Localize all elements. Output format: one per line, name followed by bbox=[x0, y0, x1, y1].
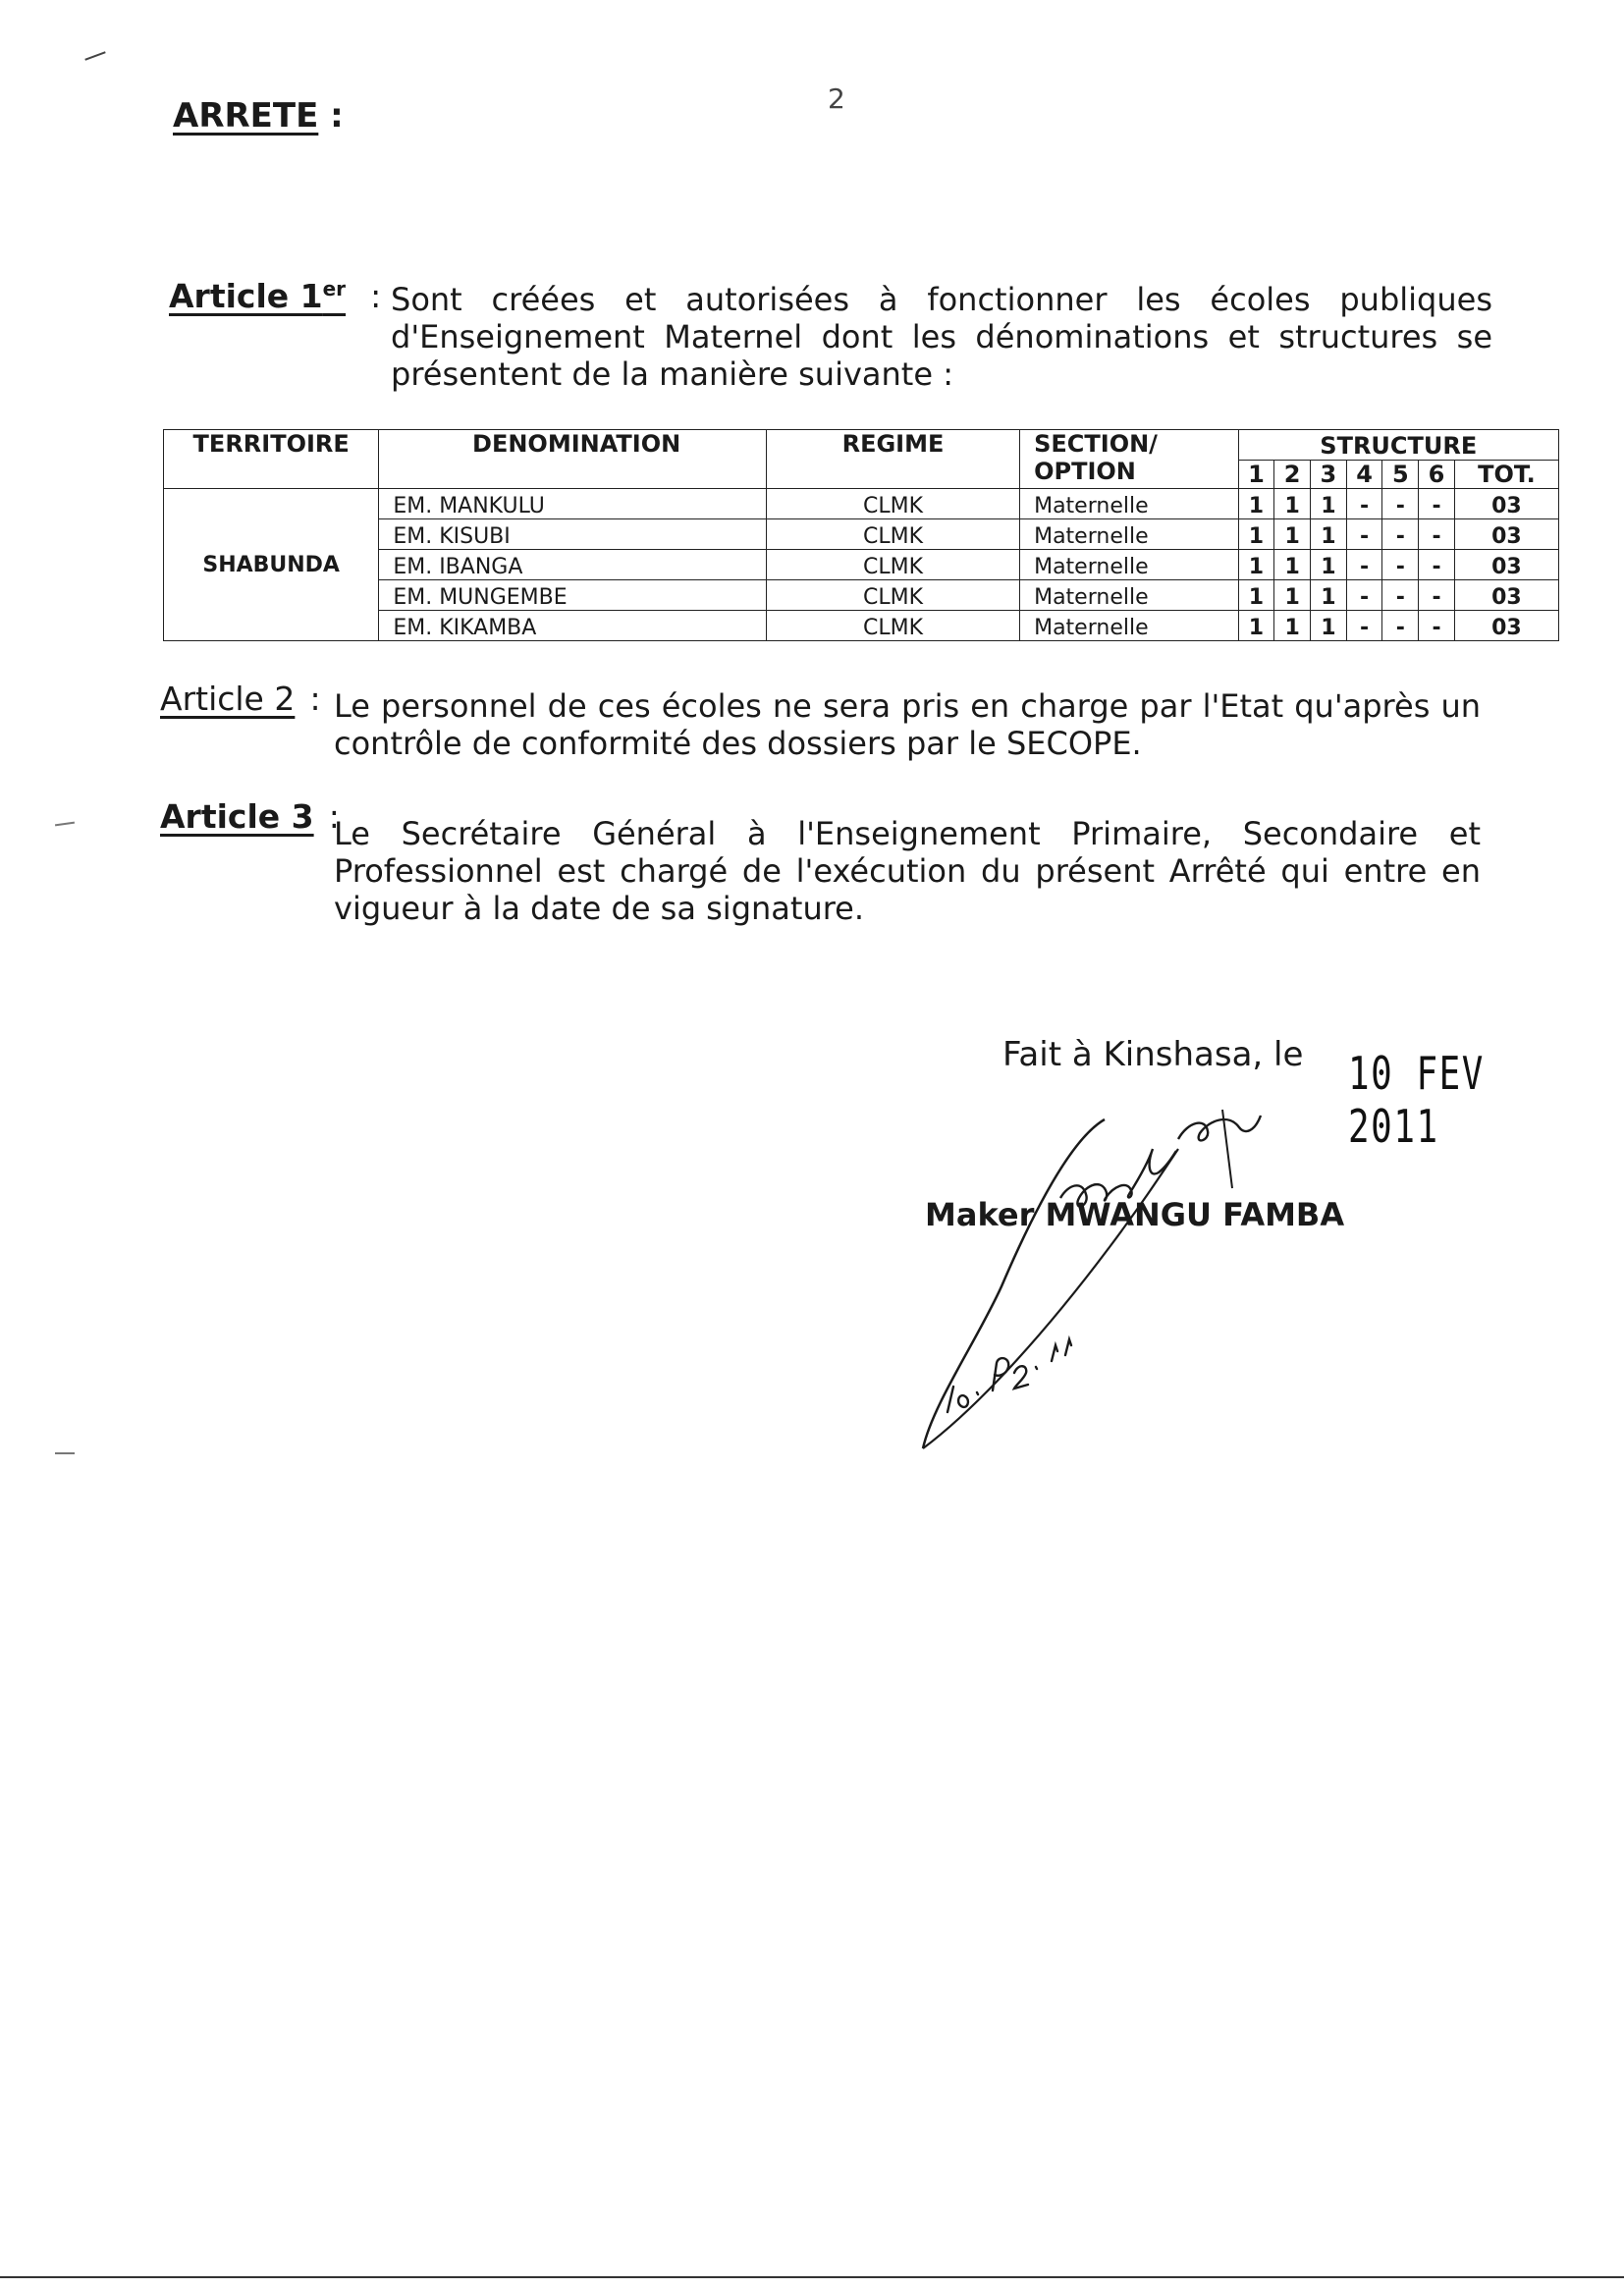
article-1-text: Sont créées et autorisées à fonctionner les écoles publiques d'Enseignement Maternel dont les dénominations et structures se présentent de la manière suivante : bbox=[391, 281, 1492, 393]
header-regime: REGIME bbox=[766, 430, 1019, 489]
level-cell: - bbox=[1419, 550, 1455, 580]
denomination-cell: EM. IBANGA bbox=[379, 550, 767, 580]
level-cell: 1 bbox=[1311, 611, 1347, 641]
article-1-label-wrap bbox=[169, 277, 381, 315]
article-3-label: Article 3 bbox=[160, 797, 314, 836]
header-level-4: 4 bbox=[1346, 461, 1382, 489]
denomination-cell: EM. MUNGEMBE bbox=[379, 580, 767, 611]
article-2-label-wrap bbox=[160, 680, 321, 718]
total-cell: 03 bbox=[1454, 611, 1558, 641]
level-cell: - bbox=[1382, 580, 1419, 611]
heading-text: ARRETE bbox=[173, 96, 319, 136]
header-level-2: 2 bbox=[1274, 461, 1311, 489]
section-cell: Maternelle bbox=[1020, 489, 1238, 519]
level-cell: 1 bbox=[1311, 550, 1347, 580]
regime-cell: CLMK bbox=[766, 519, 1019, 550]
denomination-cell: EM. KIKAMBA bbox=[379, 611, 767, 641]
date-stamp: 10 FEV 2011 bbox=[1348, 1047, 1485, 1153]
page-heading bbox=[173, 96, 344, 136]
level-cell: 1 bbox=[1238, 580, 1274, 611]
level-cell: 1 bbox=[1311, 489, 1347, 519]
header-denomination: DENOMINATION bbox=[379, 430, 767, 489]
level-cell: 1 bbox=[1274, 519, 1311, 550]
article-2-text: Le personnel de ces écoles ne sera pris en charge par l'Etat qu'après un contrôle de conformité des dossiers par le SECOPE. bbox=[334, 687, 1481, 762]
level-cell: - bbox=[1419, 489, 1455, 519]
level-cell: 1 bbox=[1238, 489, 1274, 519]
article-2-colon: : bbox=[309, 680, 321, 718]
signer-name: Maker MWANGU FAMBA bbox=[925, 1196, 1345, 1233]
level-cell: - bbox=[1382, 550, 1419, 580]
header-level-6: 6 bbox=[1419, 461, 1455, 489]
level-cell: - bbox=[1419, 580, 1455, 611]
level-cell: 1 bbox=[1238, 519, 1274, 550]
level-cell: - bbox=[1346, 519, 1382, 550]
scan-mark bbox=[55, 822, 75, 827]
table-row bbox=[164, 489, 1559, 519]
header-level-5: 5 bbox=[1382, 461, 1419, 489]
scan-mark bbox=[84, 51, 105, 60]
article-1-colon: : bbox=[370, 277, 382, 315]
scan-mark bbox=[55, 1452, 75, 1454]
article-3-label-wrap bbox=[160, 797, 340, 836]
section-cell: Maternelle bbox=[1020, 550, 1238, 580]
regime-cell: CLMK bbox=[766, 580, 1019, 611]
section-cell: Maternelle bbox=[1020, 519, 1238, 550]
level-cell: - bbox=[1382, 489, 1419, 519]
header-section: SECTION/ OPTION bbox=[1020, 430, 1238, 489]
total-cell: 03 bbox=[1454, 550, 1558, 580]
level-cell: - bbox=[1419, 519, 1455, 550]
structure-table bbox=[163, 429, 1559, 641]
article-2-label: Article 2 bbox=[160, 680, 296, 718]
section-cell: Maternelle bbox=[1020, 580, 1238, 611]
closing-place: Fait à Kinshasa, le bbox=[1002, 1035, 1304, 1074]
table-header-row bbox=[164, 430, 1559, 461]
handwritten-date bbox=[938, 1296, 1134, 1434]
header-total: TOT. bbox=[1454, 461, 1558, 489]
denomination-cell: EM. KISUBI bbox=[379, 519, 767, 550]
level-cell: - bbox=[1419, 611, 1455, 641]
regime-cell: CLMK bbox=[766, 550, 1019, 580]
level-cell: 1 bbox=[1274, 611, 1311, 641]
level-cell: 1 bbox=[1311, 519, 1347, 550]
article-3-text: Le Secrétaire Général à l'Enseignement Primaire, Secondaire et Professionnel est chargé de l'exécution du présent Arrêté qui entre en vigueur à la date de sa signature. bbox=[334, 815, 1481, 927]
page-number: 2 bbox=[828, 82, 845, 115]
level-cell: - bbox=[1346, 580, 1382, 611]
heading-colon: : bbox=[318, 96, 344, 136]
section-cell: Maternelle bbox=[1020, 611, 1238, 641]
total-cell: 03 bbox=[1454, 489, 1558, 519]
total-cell: 03 bbox=[1454, 519, 1558, 550]
level-cell: 1 bbox=[1311, 580, 1347, 611]
total-cell: 03 bbox=[1454, 580, 1558, 611]
regime-cell: CLMK bbox=[766, 611, 1019, 641]
level-cell: - bbox=[1346, 489, 1382, 519]
header-structure: STRUCTURE bbox=[1238, 430, 1558, 461]
article-1-label-sup: er bbox=[322, 277, 347, 300]
level-cell: - bbox=[1346, 611, 1382, 641]
header-level-3: 3 bbox=[1311, 461, 1347, 489]
level-cell: 1 bbox=[1274, 550, 1311, 580]
level-cell: 1 bbox=[1274, 489, 1311, 519]
territoire-cell: SHABUNDA bbox=[164, 489, 379, 641]
header-territoire: TERRITOIRE bbox=[164, 430, 379, 489]
level-cell: 1 bbox=[1238, 611, 1274, 641]
article-3-colon: : bbox=[328, 797, 340, 836]
denomination-cell: EM. MANKULU bbox=[379, 489, 767, 519]
article-1-label-text: Article 1 bbox=[169, 277, 323, 315]
article-1-label bbox=[169, 277, 346, 315]
header-level-1: 1 bbox=[1238, 461, 1274, 489]
level-cell: - bbox=[1382, 611, 1419, 641]
level-cell: 1 bbox=[1238, 550, 1274, 580]
bottom-edge-line bbox=[0, 2276, 1624, 2278]
regime-cell: CLMK bbox=[766, 489, 1019, 519]
level-cell: - bbox=[1346, 550, 1382, 580]
level-cell: - bbox=[1382, 519, 1419, 550]
level-cell: 1 bbox=[1274, 580, 1311, 611]
